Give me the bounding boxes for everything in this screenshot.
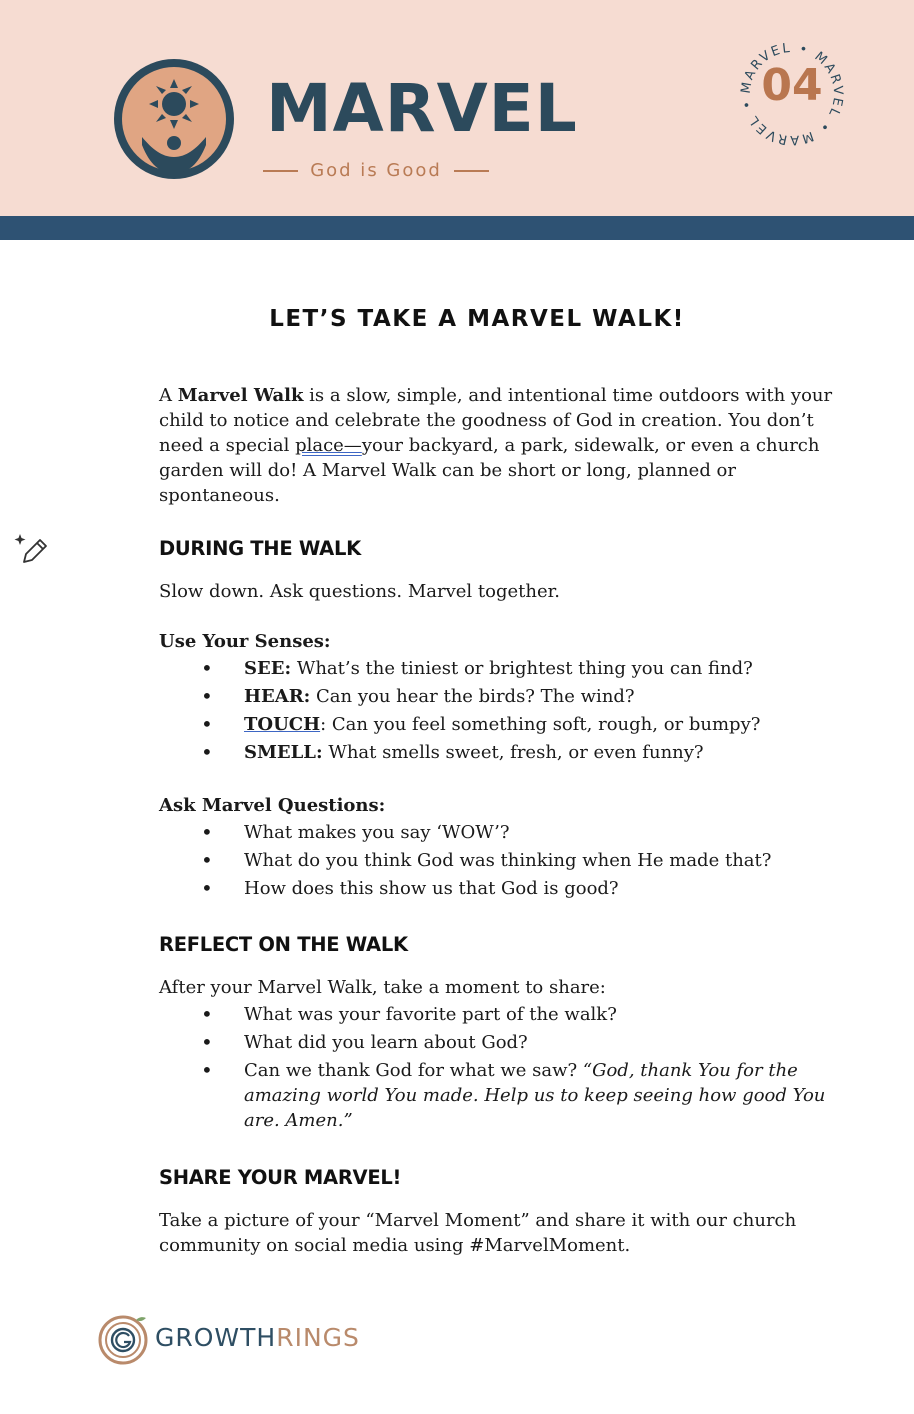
list-item: • What do you think God was thinking when He made that?	[159, 848, 849, 873]
footer-brand	[155, 1325, 360, 1350]
sense-label: SMELL:	[244, 742, 323, 763]
tagline-right-rule	[454, 170, 489, 172]
ai-edit-pen-icon[interactable]	[14, 530, 50, 566]
badge-ring-text: MARVEL • MARVEL • MARVEL •	[738, 40, 846, 148]
sense-text: : Can you feel something soft, rough, or bumpy?	[320, 714, 761, 735]
sense-text: What’s the tiniest or brightest thing you can find?	[291, 658, 753, 679]
sense-label: HEAR:	[244, 686, 311, 707]
marvel-sun-logo-icon	[112, 57, 236, 181]
intro-rest2: your backyard, a park, sidewalk, or even a church garden will do! A Marvel Walk can be short or long, planned or spontaneous.	[159, 435, 820, 506]
reflect-prayer: “God, thank You for the amazing world You made. Help us to keep seeing how good You are. Amen.”	[244, 1060, 826, 1131]
footer-brand-part2: RINGS	[276, 1323, 360, 1352]
section-heading-during: DURING THE WALK	[159, 537, 361, 560]
list-item: • What makes you say ‘WOW’?	[159, 820, 849, 845]
list-item	[159, 684, 849, 709]
sense-label: TOUCH	[244, 714, 321, 735]
reflect-intro: After your Marvel Walk, take a moment to share:	[159, 977, 606, 998]
issue-number: 04	[761, 60, 823, 111]
list-item	[159, 1058, 849, 1133]
list-item: • What was your favorite part of the walk?	[159, 1002, 849, 1027]
sense-text: Can you hear the birds? The wind?	[310, 686, 635, 707]
list-item	[159, 656, 849, 681]
section-heading-reflect: REFLECT ON THE WALK	[159, 933, 408, 956]
list-item: • What did you learn about God?	[159, 1030, 849, 1055]
brand-tagline	[263, 160, 489, 181]
intro-bold: Marvel Walk	[177, 385, 304, 406]
questions-list	[159, 820, 849, 904]
header-divider-bar	[0, 216, 914, 240]
reflect-last-text: Can we thank God for what we saw?	[244, 1060, 583, 1081]
list-item: • How does this show us that God is good?	[159, 876, 849, 901]
footer-brand-part1: GROWTH	[155, 1323, 277, 1352]
sense-text: What smells sweet, fresh, or even funny?	[322, 742, 704, 763]
tagline-left-rule	[263, 170, 298, 172]
intro-rest1: is a slow, simple, and intentional time outdoors with your child to notice and celebrate the goodness of God in creation. You don’t need a special	[159, 385, 833, 456]
brand-title: MARVEL	[266, 70, 578, 147]
senses-heading: Use Your Senses:	[159, 631, 331, 652]
share-text: Take a picture of your “Marvel Moment” and share it with our church community on social media using #MarvelMoment.	[159, 1210, 797, 1256]
intro-a: A	[159, 385, 178, 406]
senses-list	[159, 656, 849, 768]
list-item	[159, 740, 849, 765]
during-line: Slow down. Ask questions. Marvel together.	[159, 581, 560, 602]
list-item	[159, 712, 849, 737]
growthrings-logo-icon	[96, 1312, 150, 1366]
questions-heading: Ask Marvel Questions:	[159, 795, 386, 816]
tagline-text: God is Good	[310, 160, 442, 181]
intro-paragraph	[159, 383, 849, 508]
page-title: LET’S TAKE A MARVEL WALK!	[269, 306, 685, 332]
intro-place: place—	[295, 435, 362, 456]
reflect-list	[159, 1002, 849, 1136]
sense-label: SEE:	[244, 658, 292, 679]
section-heading-share: SHARE YOUR MARVEL!	[159, 1166, 402, 1189]
